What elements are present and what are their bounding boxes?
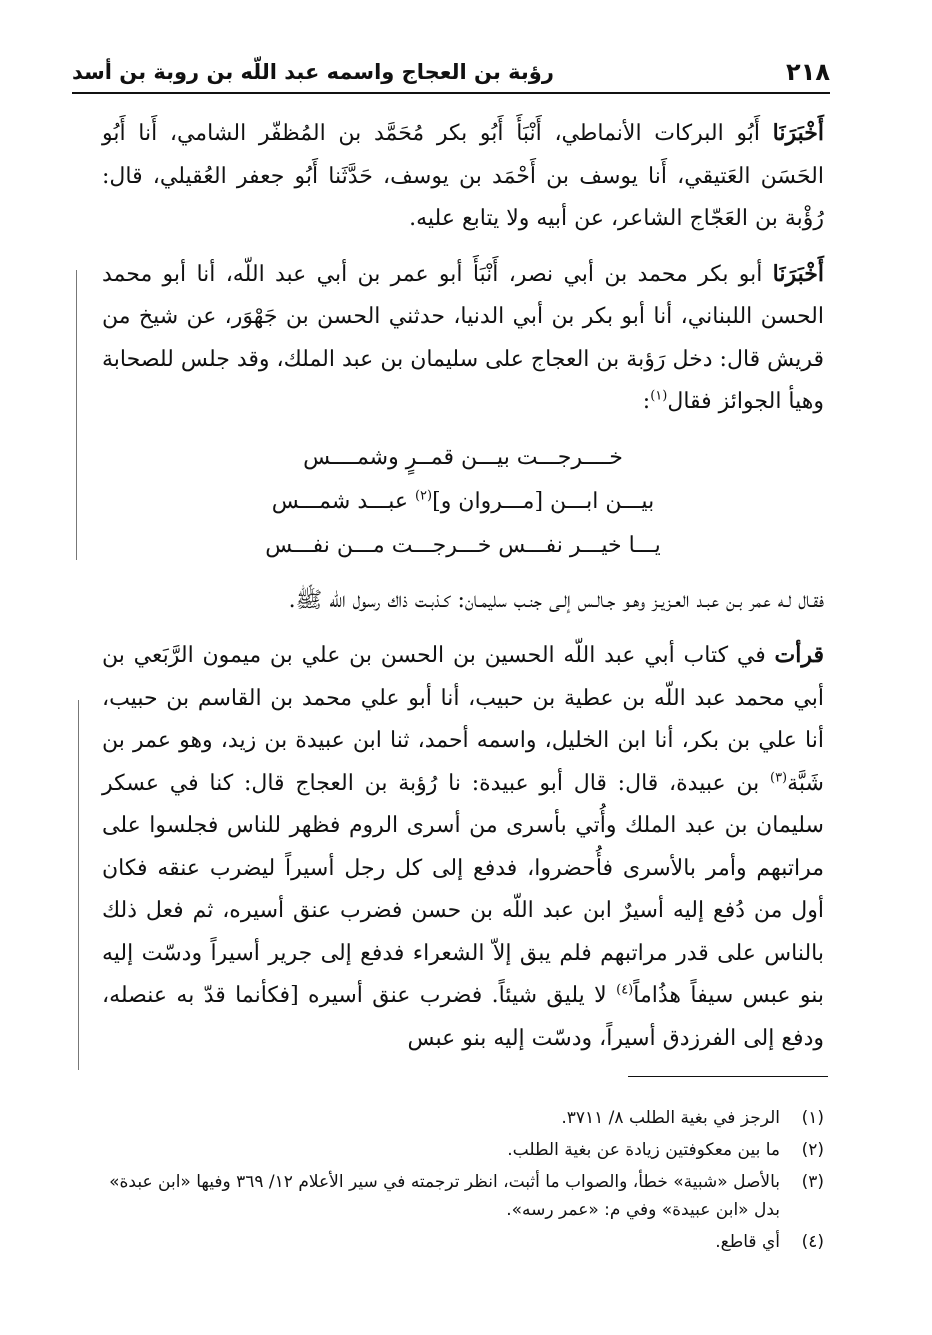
verse-line: [102, 524, 824, 568]
footnote: [102, 1136, 824, 1164]
paragraph-lead: قرأت: [774, 642, 824, 668]
verse-text: عبـــد شمـــس: [271, 488, 415, 514]
footnote-number: (١): [801, 1108, 824, 1128]
paragraph-text: فقـال لـه عمر بـن عبـد العـزيـز وهـو جـالـس إلـى جنـب سليمـان: كـذبـت ذاك رسول اللّه ﷺ.: [288, 587, 824, 613]
footnotes: [102, 1104, 824, 1260]
footnote: [102, 1104, 824, 1132]
footnote-text: الرجز في بغية الطلب ٨/ ٣٧١١.: [561, 1108, 780, 1128]
margin-line: [78, 700, 79, 1070]
paragraph-text: لا يليق شيئاً. فضرب عنق أسيره [فكأنما قدّ به عنصله، ودفع إلى الفرزدق أسيراً، ودسّت إليه بنو عبس: [102, 983, 824, 1051]
paragraph-3: [102, 580, 824, 623]
paragraph-text: بن عبيدة، قال: قال أبو عبيدة: نا رُؤبة بن العجاج قال: كنا في عسكر سليمان بن عبد الملك وأُتي بأسرى من أسرى الروم فظهر للناس فجلسوا على مراتبهم وأمر بالأسرى فأُحضروا، فدفع إلى كل رجل أسيراً ليضرب عنقه فكان أول من دُفع إليه أسيرٌ ابن عبد اللّه بن حسن فضرب عنق أسيره، ثم فعل ذلك بالناس على قدر مراتبهم فلم يبق إلاّ الشعراء فدفع إلى جرير أسيراً ودسّت إليه بنو عبس سيفاً هذُاماً: [102, 770, 824, 1008]
footnote-number: (٢): [801, 1140, 824, 1160]
verse-line: [102, 480, 824, 524]
paragraph-1: [102, 112, 824, 241]
footnote: [102, 1168, 824, 1224]
verse-text: خــــرجـــت بيـــن قمــرٍ وشمــــس: [303, 444, 623, 470]
running-title: رؤبة بن العجاج واسمه عبد اللّه بن روبة بن أسد: [72, 60, 554, 84]
footnote-ref: (٢): [414, 488, 433, 504]
paragraph-text: أبو بكر محمد بن أبي نصر، أَنْبَأَ أبو عمر بن أبي عبد اللّه، أنا أبو محمد الحسن اللبناني، أنا أبو بكر بن أبي الدنيا، حدثني الحسن بن جَهْوَر، عن شيخ من قريش قال: دخل رَؤبة بن العجاج على سليمان بن عبد الملك، وقد جلس للصحابة وهيأ الجوائز فقال: [102, 261, 824, 414]
main-text: [102, 112, 824, 1072]
footnote-text: أي قاطع.: [715, 1232, 780, 1252]
paragraph-lead: أَخْبَرَنَا: [772, 260, 824, 287]
margin-line: [76, 270, 77, 560]
footnote-number: (٣): [801, 1172, 824, 1192]
paragraph-2: [102, 253, 824, 424]
verse-text: يـــا خيـــر نفـــس خـــرجـــت مـــن نفـــس: [265, 532, 661, 558]
page-header: [72, 52, 830, 94]
footnote-separator: [628, 1076, 828, 1077]
footnote-ref: (٤): [616, 982, 634, 998]
paragraph-text: :: [642, 389, 651, 414]
verse-line: [102, 436, 824, 480]
paragraph-lead: أَخْبَرَنَا: [772, 120, 824, 146]
verse-text: بيـــن ابـــن [مـــروان و]: [432, 488, 655, 514]
paragraph-text: في كتاب أبي عبد اللّه الحسين بن الحسن بن علي بن ميمون الرَّبَعي بن أبي محمد عبد اللّه بن عطية بن حبيب، أنا أبو علي محمد بن القاسم بن حبيب، أنا علي بن بكر، أنا ابن الخليل، واسمه أحمد، ثنا ابن عبيدة بن زيد، وهو عمر بن شَبَّة: [102, 643, 824, 796]
paragraph-text: أَبُو البركات الأنماطي، أَنْبَأَ أَبُو بكر مُحَمَّد بن المُظفّر الشامي، أَنا أَبُو الحَسَن العَتيقي، أَنا يوسف بن أَحْمَد بن يوسف، حَدَّثَنا أَبُو جعفر العُقيلي، قال: رُؤْبة بن العَجّاج الشاعر، عن أبيه ولا يتابع عليه.: [102, 121, 824, 231]
page-number: ٢١٨: [786, 58, 830, 86]
paragraph-4: [102, 634, 824, 1060]
footnote-text: بالأصل «شبية» خطأ، والصواب ما أثبت، انظر ترجمته في سير الأعلام ١٢/ ٣٦٩ وفيها «ابن عبدة» بدل «ابن عبيدة» وفي م: «عمر رسه».: [109, 1172, 780, 1220]
footnote-ref: (١): [650, 388, 668, 404]
footnote-number: (٤): [801, 1232, 824, 1252]
footnote: [102, 1228, 824, 1256]
footnote-ref: (٣): [769, 770, 788, 786]
footnote-text: ما بين معكوفتين زيادة عن بغية الطلب.: [507, 1140, 780, 1160]
poem-verse: [102, 436, 824, 568]
